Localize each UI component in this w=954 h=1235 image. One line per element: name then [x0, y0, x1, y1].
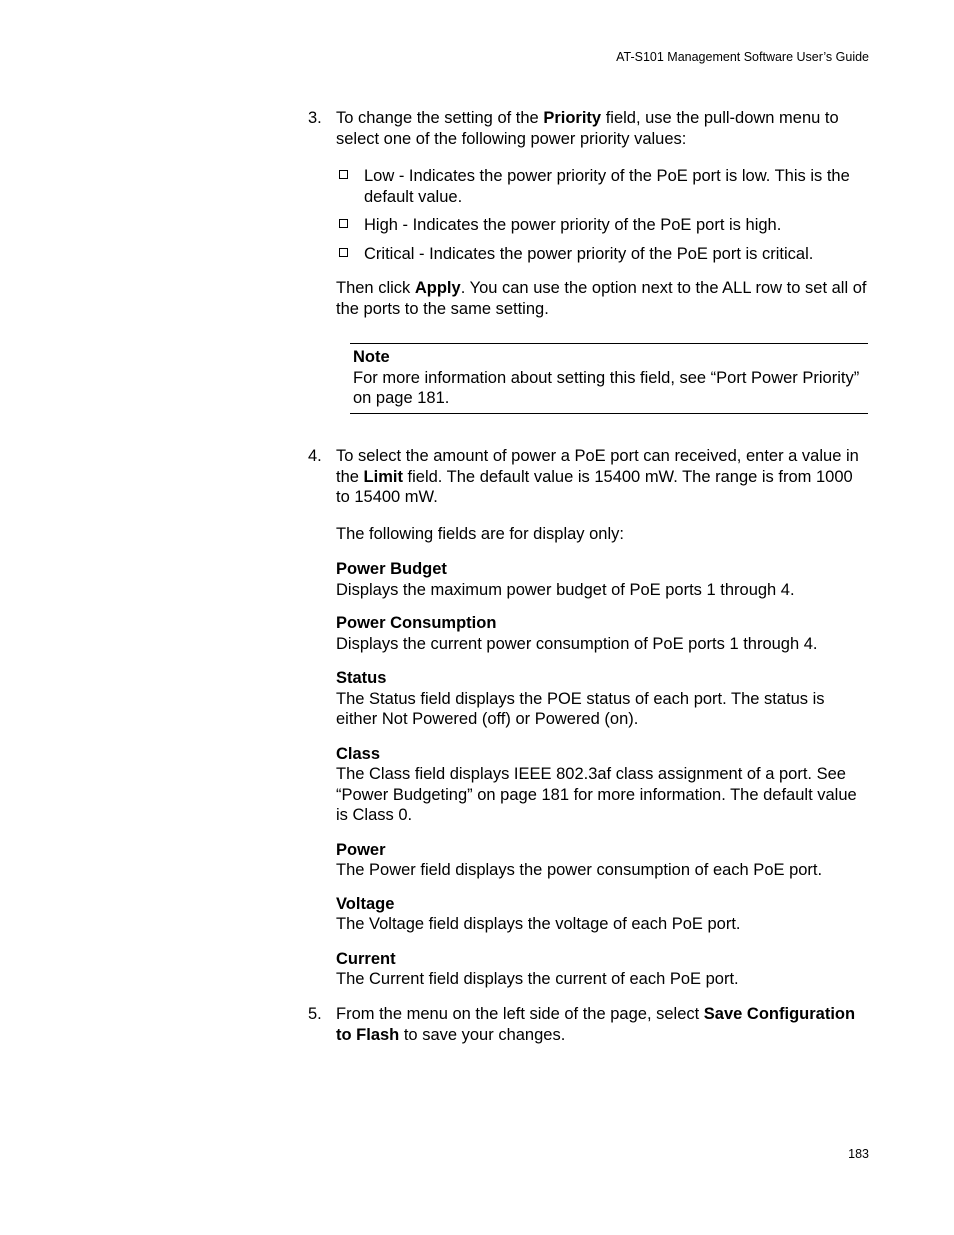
field-description: Displays the current power consumption of PoE ports 1 through 4. [336, 634, 818, 653]
step-number: 4. [308, 447, 322, 465]
checkbox-bullet-icon [339, 170, 348, 179]
field-class [336, 744, 868, 826]
priority-field-name: Priority [543, 109, 602, 127]
field-power [336, 840, 868, 881]
field-description: The Class field displays IEEE 802.3af class assignment of a port. See “Power Budgeting” on page 181 for more information. The default value is Class 0. [336, 765, 857, 824]
field-current [336, 949, 868, 990]
field-title: Power Consumption [336, 614, 497, 632]
field-title: Class [336, 744, 381, 763]
limit-field-name: Limit [363, 467, 403, 486]
apply-instruction: Then click Apply. You can use the option next to the ALL row to set all of the ports to the same setting. [336, 279, 867, 318]
step-3 [308, 108, 868, 414]
list-item: High - Indicates the power priority of the PoE port is high. [336, 215, 868, 236]
note-text: For more information about setting this field, see “Port Power Priority” on page 181. [353, 368, 860, 407]
checkbox-bullet-icon [339, 248, 348, 257]
priority-values-list [336, 166, 868, 264]
display-only-text: The following fields are for display only: [336, 524, 624, 543]
save-config-menu-name: Save Configuration to Flash [336, 1005, 856, 1044]
list-item: Critical - Indicates the power priority of the PoE port is critical. [336, 244, 868, 265]
field-status [336, 668, 868, 730]
field-title: Status [336, 669, 387, 687]
field-power-consumption [336, 613, 868, 654]
note-title: Note [353, 348, 390, 366]
field-description: Displays the maximum power budget of PoE ports 1 through 4. [336, 580, 795, 599]
field-title: Voltage [336, 894, 395, 913]
field-title: Current [336, 949, 396, 968]
running-header: AT-S101 Management Software User’s Guide [616, 50, 869, 64]
field-description: The Status field displays the POE status of each port. The status is either Not Powered (off) or Powered (on). [336, 689, 825, 728]
checkbox-bullet-icon [339, 219, 348, 228]
step-5 [308, 1004, 868, 1045]
field-voltage [336, 894, 868, 935]
list-item: Low - Indicates the power priority of the PoE port is low. This is the default value. [336, 166, 868, 207]
field-description: The Current field displays the current of each PoE port. [336, 970, 739, 988]
step-5-text: From the menu on the left side of the page, select Save Configuration to Flash to save your changes. [336, 1005, 856, 1044]
field-title: Power Budget [336, 560, 447, 578]
step-4-intro: To select the amount of power a PoE port can received, enter a value in the Limit field. The default value is 15400 mW. The range is from 1000 to 15400 mW. [336, 447, 859, 506]
field-title: Power [336, 840, 386, 859]
page-number: 183 [848, 1147, 869, 1161]
field-description: The Power field displays the power consumption of each PoE port. [336, 861, 823, 879]
step-4 [308, 446, 868, 990]
note-box [350, 343, 868, 414]
field-power-budget [336, 559, 868, 600]
step-3-intro: To change the setting of the Priority field, use the pull-down menu to select one of the following power priority values: [336, 109, 839, 148]
step-number: 3. [308, 109, 322, 127]
step-number: 5. [308, 1005, 322, 1023]
apply-button-name: Apply [414, 279, 461, 297]
field-description: The Voltage field displays the voltage of each PoE port. [336, 915, 741, 933]
